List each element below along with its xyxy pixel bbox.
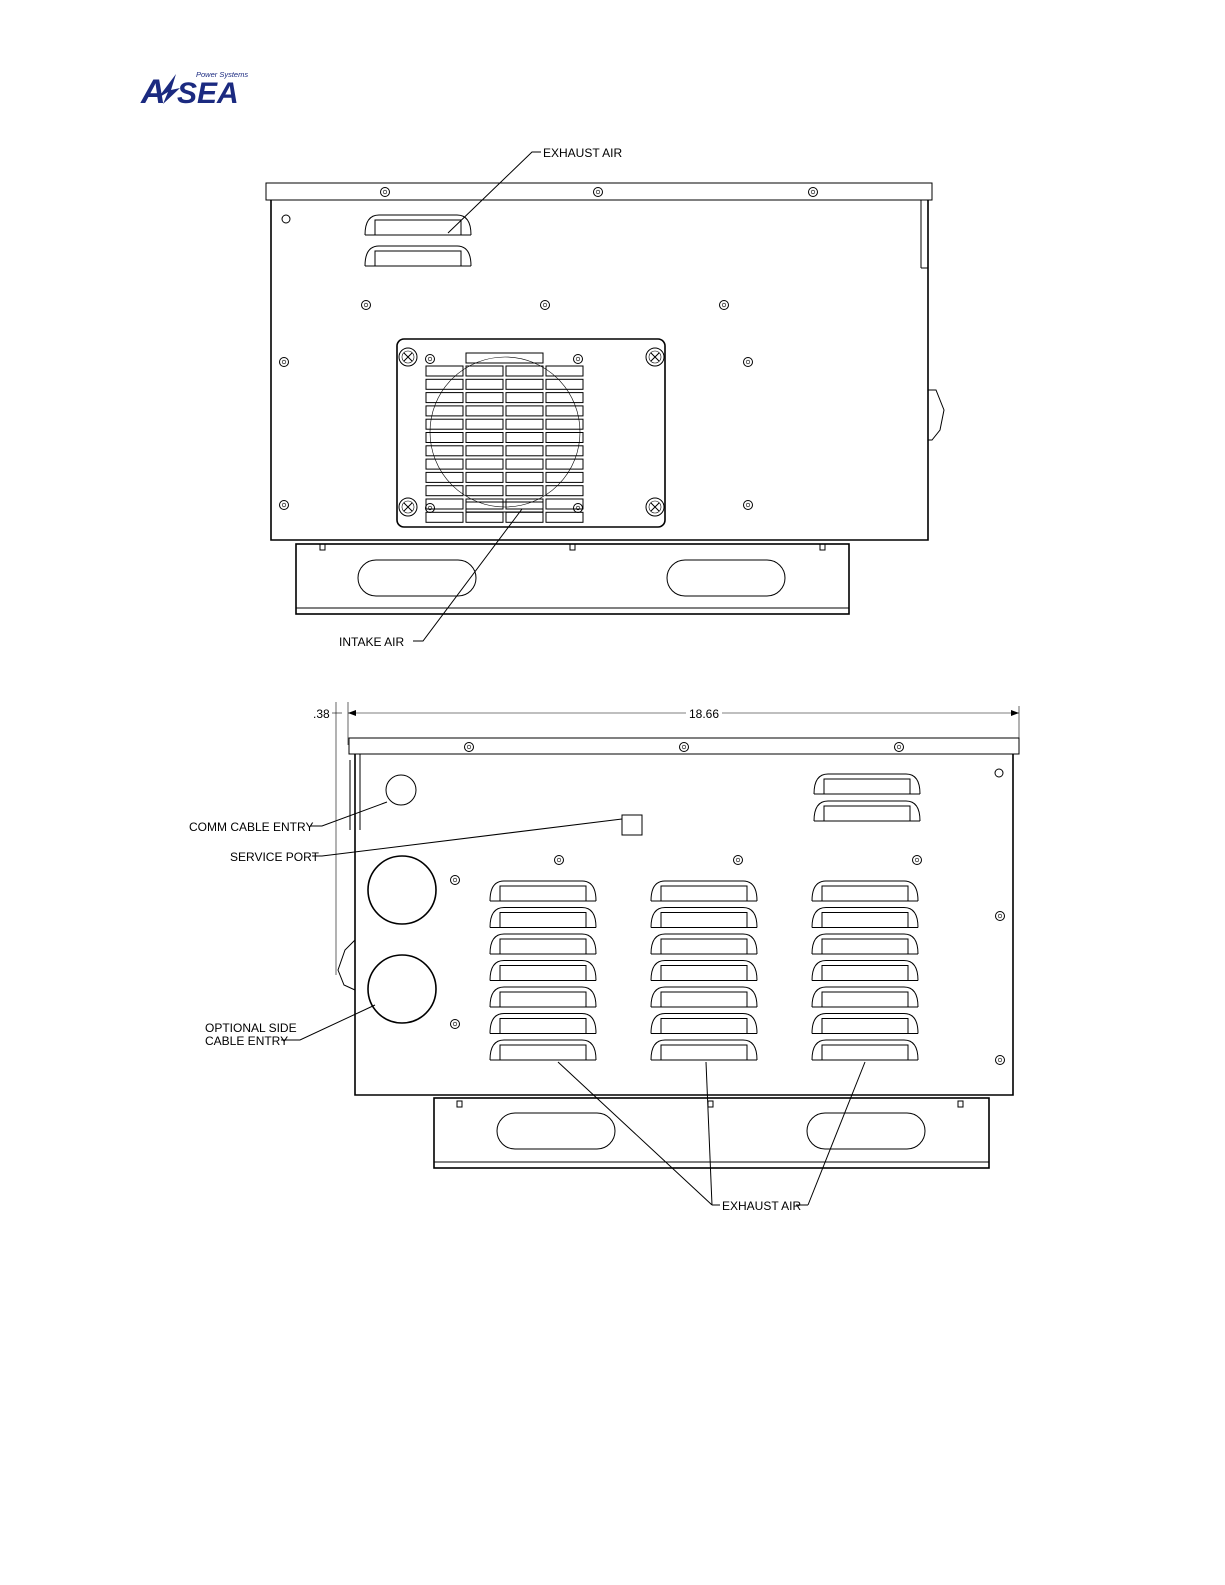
grille-slot <box>426 486 463 496</box>
top-view <box>266 146 944 649</box>
top-exhaust-louvers <box>365 215 471 266</box>
comm-cable-entry-hole <box>386 775 416 805</box>
grille-slot <box>506 459 543 469</box>
exhaust-louver <box>490 961 596 981</box>
grille-slot <box>426 366 463 376</box>
exhaust-louver <box>490 908 596 928</box>
exhaust-louver <box>812 961 918 981</box>
bottom-enclosure-body <box>355 754 1013 1095</box>
top-lid <box>266 183 932 200</box>
grille-slot <box>506 446 543 456</box>
grille-slot <box>506 406 543 416</box>
service-port-label: SERVICE PORT <box>230 850 319 864</box>
dim-offset: .38 <box>313 707 330 721</box>
grille-slot <box>426 512 463 522</box>
grille-slot <box>546 406 583 416</box>
exhaust-louver <box>651 934 757 954</box>
side-entry-label-line1: OPTIONAL SIDE <box>205 1021 297 1035</box>
grille-slot <box>466 393 503 403</box>
exhaust-louver <box>812 908 918 928</box>
asea-logo <box>140 70 248 111</box>
enclosure-body <box>271 200 928 540</box>
exhaust-louver <box>490 881 596 901</box>
grille-slot <box>546 393 583 403</box>
grille-slot <box>546 379 583 389</box>
top-exhaust-label: EXHAUST AIR <box>543 146 623 160</box>
grille-slot <box>506 472 543 482</box>
grille-slot <box>466 446 503 456</box>
exhaust-louver <box>651 881 757 901</box>
logo-tagline: Power Systems <box>196 70 249 79</box>
side-entry-label-line2: CABLE ENTRY <box>205 1034 289 1048</box>
grille-slot <box>506 499 543 509</box>
grille-slot <box>466 419 503 429</box>
grille-slot <box>506 433 543 443</box>
grille-slot <box>426 406 463 416</box>
logo-letters-sea: SEA <box>177 77 239 110</box>
grille-slot <box>546 366 583 376</box>
exhaust-louver <box>812 987 918 1007</box>
exhaust-louver <box>812 1040 918 1060</box>
exhaust-louver <box>651 987 757 1007</box>
exhaust-louver <box>812 881 918 901</box>
side-latch <box>928 390 944 440</box>
exhaust-louver <box>490 1014 596 1034</box>
grille-slot <box>546 419 583 429</box>
grille-slot <box>506 486 543 496</box>
exhaust-louver <box>651 1040 757 1060</box>
fan-grille <box>426 353 583 522</box>
logo-letter-a: A <box>141 73 166 111</box>
grille-slot <box>506 512 543 522</box>
grille-slot <box>506 366 543 376</box>
grille-slot <box>466 459 503 469</box>
grille-slot <box>426 393 463 403</box>
exhaust-louver <box>651 908 757 928</box>
service-port <box>622 815 642 835</box>
exhaust-louver <box>490 934 596 954</box>
comm-cable-leader <box>310 802 387 826</box>
comm-cable-label: COMM CABLE ENTRY <box>189 820 314 834</box>
grille-slot <box>506 419 543 429</box>
grille-slot <box>426 433 463 443</box>
dim-width: 18.66 <box>689 707 720 721</box>
grille-slot <box>466 379 503 389</box>
grille-slot <box>546 459 583 469</box>
grille-slot <box>466 472 503 482</box>
grille-slot <box>466 406 503 416</box>
exhaust-louver <box>812 934 918 954</box>
bottom-view <box>189 702 1019 1213</box>
intake-label: INTAKE AIR <box>339 635 405 649</box>
grille-slot <box>506 379 543 389</box>
top-exhaust-leader <box>448 152 541 233</box>
grille-slot <box>546 512 583 522</box>
exhaust-louver-grid <box>490 881 918 1060</box>
bottom-exhaust-label: EXHAUST AIR <box>722 1199 802 1213</box>
bottom-exhaust-leaders <box>558 1062 865 1205</box>
side-knockout-upper <box>368 856 436 924</box>
exhaust-louver <box>490 987 596 1007</box>
grille-slot <box>426 419 463 429</box>
grille-slot <box>466 366 503 376</box>
grille-slot <box>466 486 503 496</box>
bottom-upper-louvers <box>814 774 920 821</box>
grille-slot <box>506 393 543 403</box>
exhaust-louver <box>651 1014 757 1034</box>
intake-leader <box>413 509 522 641</box>
service-port-leader <box>312 819 622 856</box>
grille-slot <box>466 433 503 443</box>
exhaust-louver <box>490 1040 596 1060</box>
grille-slot <box>426 472 463 482</box>
grille-slot <box>546 433 583 443</box>
grille-slot <box>426 459 463 469</box>
grille-slot <box>466 512 503 522</box>
bottom-mounting-rail <box>434 1098 989 1168</box>
top-mounting-rail <box>296 544 849 614</box>
exhaust-louver <box>812 1014 918 1034</box>
side-knockout-lower <box>368 955 436 1023</box>
exhaust-louver <box>651 961 757 981</box>
